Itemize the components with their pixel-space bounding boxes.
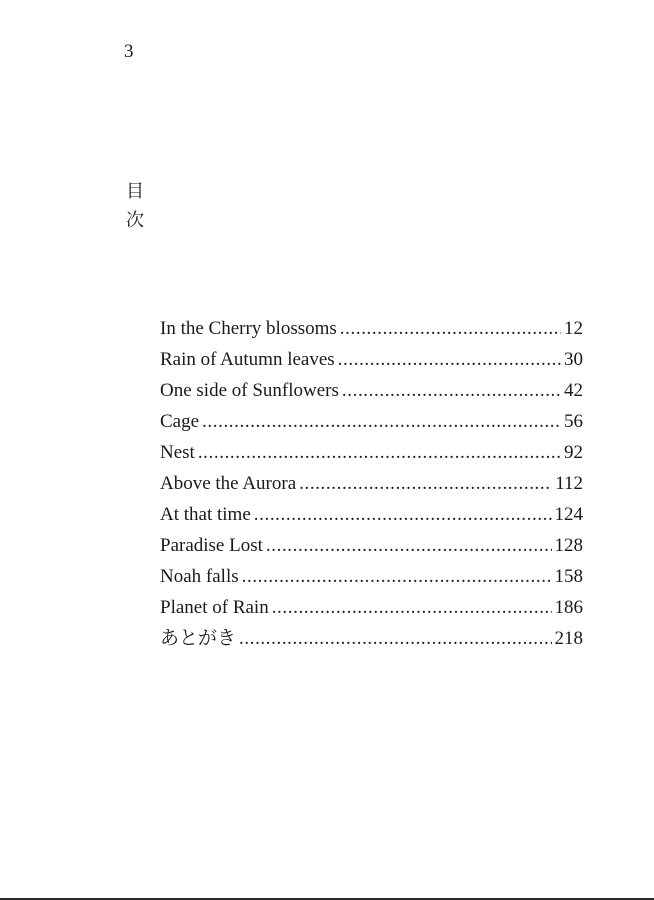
toc-entry[interactable] bbox=[160, 313, 583, 344]
toc-leader bbox=[342, 375, 561, 406]
toc-entry-page: 186 bbox=[554, 597, 583, 618]
toc-entry-page: 158 bbox=[554, 566, 583, 587]
toc-entry-title: Noah falls bbox=[160, 566, 239, 587]
toc-entry[interactable] bbox=[160, 406, 583, 437]
toc-entry-title: Cage bbox=[160, 411, 200, 432]
toc-entry-title: Paradise Lost bbox=[160, 535, 263, 556]
toc-heading bbox=[124, 177, 146, 235]
toc-entry-page: 218 bbox=[554, 628, 583, 649]
toc-entry-page: 128 bbox=[554, 535, 583, 556]
toc-entry[interactable] bbox=[160, 375, 583, 406]
toc-entry-title: In the Cherry blossoms bbox=[160, 318, 337, 339]
toc-entry-page: 92 bbox=[564, 442, 583, 463]
toc-leader bbox=[299, 468, 552, 499]
toc-entry[interactable] bbox=[160, 530, 583, 561]
toc-entry-page: 112 bbox=[555, 473, 583, 494]
toc-leader bbox=[242, 561, 552, 592]
toc-entry-title: Rain of Autumn leaves bbox=[160, 349, 335, 370]
toc-entry-title: One side of Sunflowers bbox=[160, 380, 339, 401]
toc-leader bbox=[340, 313, 561, 344]
toc-entry-title: あとがき bbox=[160, 628, 237, 649]
toc-entry-title: Planet of Rain bbox=[160, 597, 269, 618]
toc-entry-title: Above the Aurora bbox=[160, 473, 297, 494]
toc-leader bbox=[266, 530, 552, 561]
toc-entry[interactable] bbox=[160, 499, 583, 530]
toc-entry[interactable] bbox=[160, 623, 583, 654]
toc-entry-page: 124 bbox=[554, 504, 583, 525]
toc-leader bbox=[338, 344, 561, 375]
toc-entry-page: 56 bbox=[564, 411, 583, 432]
toc-leader bbox=[202, 406, 561, 437]
toc-entry[interactable] bbox=[160, 437, 583, 468]
toc-entry-page: 12 bbox=[564, 318, 583, 339]
page-number: 3 bbox=[124, 41, 134, 62]
toc-entry[interactable] bbox=[160, 561, 583, 592]
toc-heading-char: 目 bbox=[126, 181, 144, 201]
toc-entry[interactable] bbox=[160, 592, 583, 623]
toc-heading-char: 次 bbox=[126, 210, 144, 230]
toc-entry-title: At that time bbox=[160, 504, 251, 525]
toc-entry[interactable] bbox=[160, 468, 583, 499]
toc-entry-page: 30 bbox=[564, 349, 583, 370]
toc-entry-page: 42 bbox=[564, 380, 583, 401]
toc-leader bbox=[254, 499, 552, 530]
toc-leader bbox=[239, 623, 551, 654]
toc-leader bbox=[272, 592, 552, 623]
toc-entry[interactable] bbox=[160, 344, 583, 375]
toc-entry-title: Nest bbox=[160, 442, 195, 463]
table-of-contents bbox=[160, 313, 583, 654]
toc-leader bbox=[198, 437, 561, 468]
